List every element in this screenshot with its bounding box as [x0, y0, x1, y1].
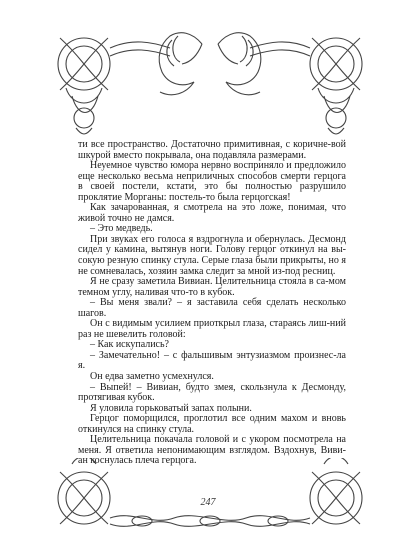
- top-ornament-horses: [52, 18, 368, 138]
- paragraph: Я не сразу заметила Вивиан. Целительница стояла в са-мом темном углу, наливая что-то в кубок.: [78, 276, 346, 298]
- paragraph: – Это медведь.: [90, 223, 153, 235]
- paragraph: Он едва заметно усмехнулся.: [90, 371, 214, 383]
- paragraph: – Вы меня звали? – я заставила себя сделать несколько шагов.: [78, 297, 346, 319]
- paragraph: ти все пространство. Достаточно примитивная, с коричне-вой шкурой вместо покрывала, она подавляла размерами.: [78, 139, 346, 161]
- right-knot-icon: [310, 458, 362, 524]
- paragraph: – Замечательно! – с фальшивым энтузиазмом произнес-ла я.: [78, 349, 346, 372]
- paragraph: Он с видимым усилием приоткрыл глаза, стараясь лиш-ний раз не шевелить головой:: [78, 318, 346, 340]
- paragraph: Как зачарованная, я смотрела на это ложе, понимая, что живой точно не дамся.: [78, 202, 346, 224]
- left-knot-icon: [58, 458, 110, 524]
- book-text: [78, 140, 346, 467]
- chain-border-icon: [110, 516, 310, 527]
- right-knot-icon: [250, 38, 362, 134]
- page-number: 247: [200, 497, 216, 508]
- paragraph: При звуках его голоса я вздрогнула и обернулась. Десмонд сидел у камина, вытянув ноги. Голову герцог откинул на вы-сокую резную спинку стула. Серые глаза были прикрыты, но я не сомневалась, хозяин замка следит за мной из-под ресниц.: [78, 233, 346, 277]
- left-horse-icon: [159, 33, 202, 95]
- paragraph: Целительница покачала головой и с укором посмотрела на меня. Я ответила непонимающим взглядом. Вздохнув, Виви-ан коснулась плеча герцога.: [78, 434, 346, 467]
- paragraph: – Выпей! – Вивиан, будто змея, скользнула к Десмонду, протягивая кубок.: [78, 381, 346, 404]
- paragraph: Неуемное чувство юмора нервно восприняло и предложило еще несколько весьма неприличных способов смерти герцога в своей постели, кстати, это бы полностью разрушило проклятие Морганы: постель-то была герцогская!: [78, 160, 346, 203]
- left-knot-icon: [58, 38, 170, 134]
- paragraph: Герцог поморщился, проглотил все одним махом и вновь откинулся на спинку стула.: [78, 413, 346, 435]
- paragraph: Я уловила горьковатый запах полыни.: [90, 402, 252, 414]
- paragraph: – Как искупались?: [90, 339, 169, 351]
- right-horse-icon: [218, 33, 261, 95]
